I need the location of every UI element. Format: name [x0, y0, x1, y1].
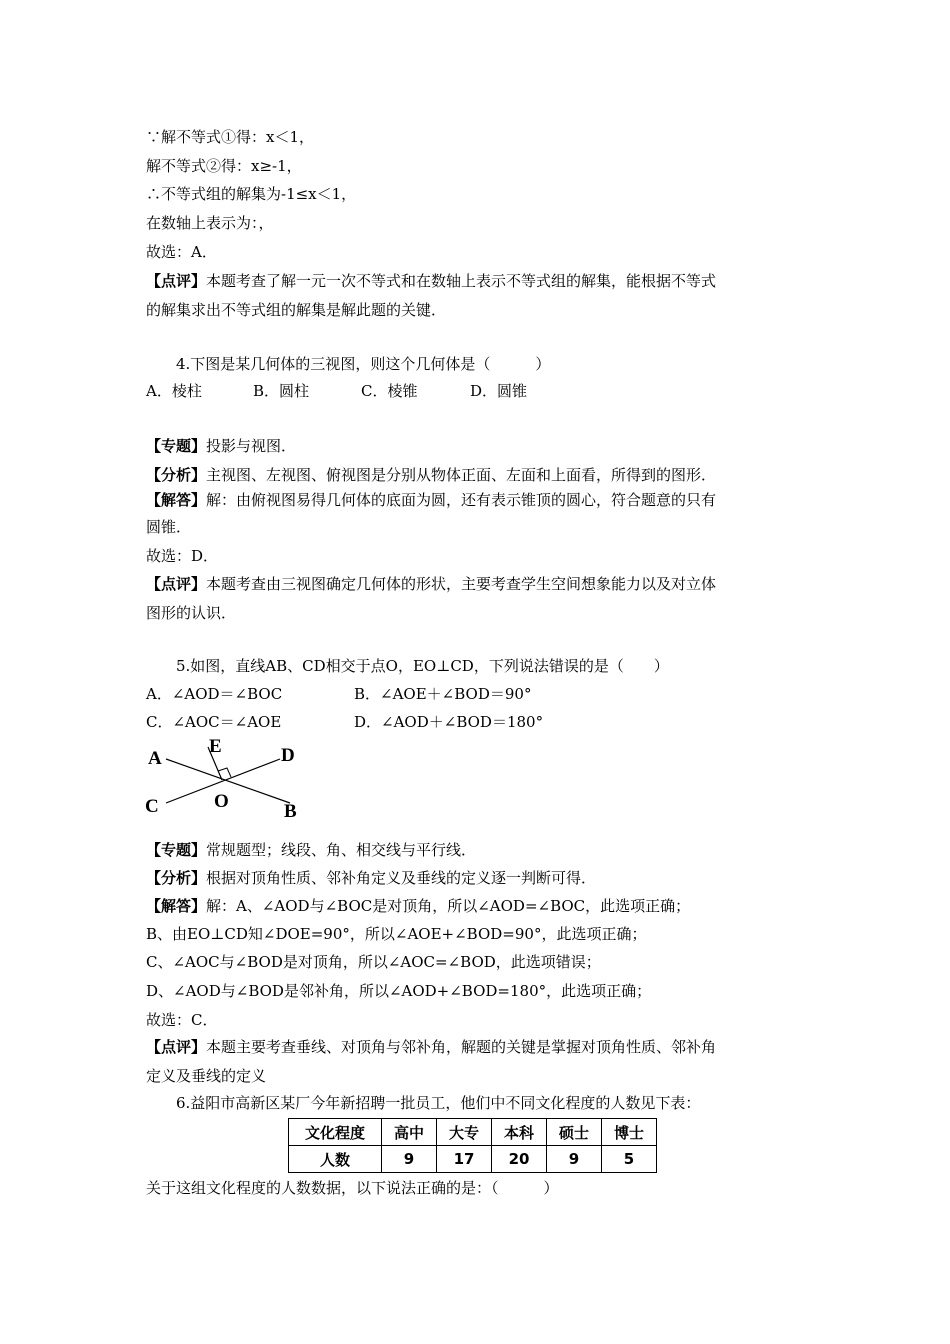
answer-tag: 【解答】 [146, 491, 207, 509]
question-followup: 关于这组文化程度的人数数据，以下说法正确的是：（ ） [146, 1179, 559, 1197]
topic-text: 常规题型；线段、角、相交线与平行线． [206, 841, 477, 859]
answer-line: C、∠AOC与∠BOD是对顶角，所以∠AOC=∠BOD，此选项错误； [146, 953, 601, 971]
label-o: O [214, 791, 229, 812]
comment-text: 本题考查由三视图确定几何体的形状，主要考查学生空间想象能力以及对立体 [206, 575, 717, 593]
question-4: 4.下图是某几何体的三视图，则这个几何体是（ ） [176, 355, 551, 373]
topic-line [146, 840, 476, 860]
option-b: B．∠AOE＋∠BOD＝90° [354, 685, 532, 703]
comment-text: 本题考查了解一元一次不等式和在数轴上表示不等式组的解集，能根据不等式 [206, 272, 717, 290]
label-c: C [145, 796, 159, 817]
comment-line: 图形的认识． [146, 604, 237, 622]
solution-line: ∴不等式组的解集为-1≤x＜1， [146, 185, 357, 203]
option-a: A．棱柱 [146, 382, 202, 400]
geometry-figure [140, 735, 340, 820]
solution-line: 在数轴上表示为：， [146, 214, 274, 232]
comment-line [146, 1037, 716, 1057]
comment-line: 定义及垂线的定义 [146, 1067, 267, 1085]
label-b: B [284, 801, 297, 820]
label-a: A [148, 748, 162, 769]
comment-tag: 【点评】 [146, 1038, 207, 1056]
table-cell: 硕士 [547, 1119, 602, 1146]
answer-tag: 【解答】 [146, 897, 207, 915]
solution-line: 解不等式②得：x≥-1， [146, 157, 302, 175]
table-cell: 17 [437, 1146, 492, 1173]
analysis-line [146, 868, 596, 888]
question-6: 6.益阳市高新区某厂今年新招聘一批员工，他们中不同文化程度的人数见下表： [176, 1094, 701, 1112]
topic-text: 投影与视图． [206, 437, 297, 455]
solution-line: ∵解不等式①得：x＜1， [146, 128, 315, 146]
analysis-text: 根据对顶角性质、邻补角定义及垂线的定义逐一判断可得． [206, 869, 597, 887]
label-e: E [209, 736, 222, 757]
comment-tag: 【点评】 [146, 575, 207, 593]
topic-tag: 【专题】 [146, 437, 207, 455]
label-d: D [281, 745, 295, 766]
table-cell: 大专 [437, 1119, 492, 1146]
question-5: 5.如图，直线AB、CD相交于点O，EO⊥CD，下列说法错误的是（ ） [176, 657, 669, 675]
option-c: C．∠AOC＝∠AOE [146, 713, 282, 731]
answer-line: B、由EO⊥CD知∠DOE=90°，所以∠AOE+∠BOD=90°，此选项正确； [146, 925, 647, 943]
option-d: D．∠AOD＋∠BOD＝180° [354, 713, 544, 731]
option-d: D．圆锥 [470, 382, 528, 400]
table-cell: 博士 [602, 1119, 657, 1146]
table-cell: 人数 [289, 1146, 382, 1173]
comment-text: 本题主要考查垂线、对顶角与邻补角，解题的关键是掌握对顶角性质、邻补角 [206, 1038, 717, 1056]
answer-line: 圆锥． [146, 518, 192, 536]
table-cell: 文化程度 [289, 1119, 382, 1146]
comment-line [146, 271, 716, 291]
comment-tag: 【点评】 [146, 272, 207, 290]
table-cell: 20 [492, 1146, 547, 1173]
option-b: B．圆柱 [253, 382, 310, 400]
comment-line: 的解集求出不等式组的解集是解此题的关键． [146, 301, 447, 319]
option-a: A．∠AOD＝∠BOC [146, 685, 283, 703]
answer-text: 解：A、∠AOD与∠BOC是对顶角，所以∠AOD=∠BOC，此选项正确； [206, 897, 691, 915]
answer-line [146, 896, 690, 916]
table-cell: 5 [602, 1146, 657, 1173]
table-cell: 9 [547, 1146, 602, 1173]
table-row [289, 1146, 657, 1173]
table-cell: 本科 [492, 1119, 547, 1146]
table-cell: 高中 [382, 1119, 437, 1146]
topic-line [146, 436, 296, 456]
analysis-tag: 【分析】 [146, 869, 207, 887]
comment-line [146, 574, 716, 594]
topic-tag: 【专题】 [146, 841, 207, 859]
analysis-line [146, 465, 716, 485]
analysis-text: 主视图、左视图、俯视图是分别从物体正面、左面和上面看，所得到的图形． [206, 466, 717, 484]
answer-line [146, 490, 716, 510]
table-cell: 9 [382, 1146, 437, 1173]
answer-line: D、∠AOD与∠BOD是邻补角，所以∠AOD+∠BOD=180°，此选项正确； [146, 982, 652, 1000]
table-header-row [289, 1119, 657, 1146]
answer-choice: 故选：C． [146, 1011, 218, 1029]
analysis-tag: 【分析】 [146, 466, 207, 484]
answer-text: 解：由俯视图易得几何体的底面为圆，还有表示锥顶的圆心，符合题意的只有 [206, 491, 717, 509]
option-c: C．棱锥 [361, 382, 418, 400]
answer-choice: 故选：A． [146, 243, 217, 261]
answer-choice: 故选：D． [146, 547, 219, 565]
education-table [288, 1118, 657, 1173]
